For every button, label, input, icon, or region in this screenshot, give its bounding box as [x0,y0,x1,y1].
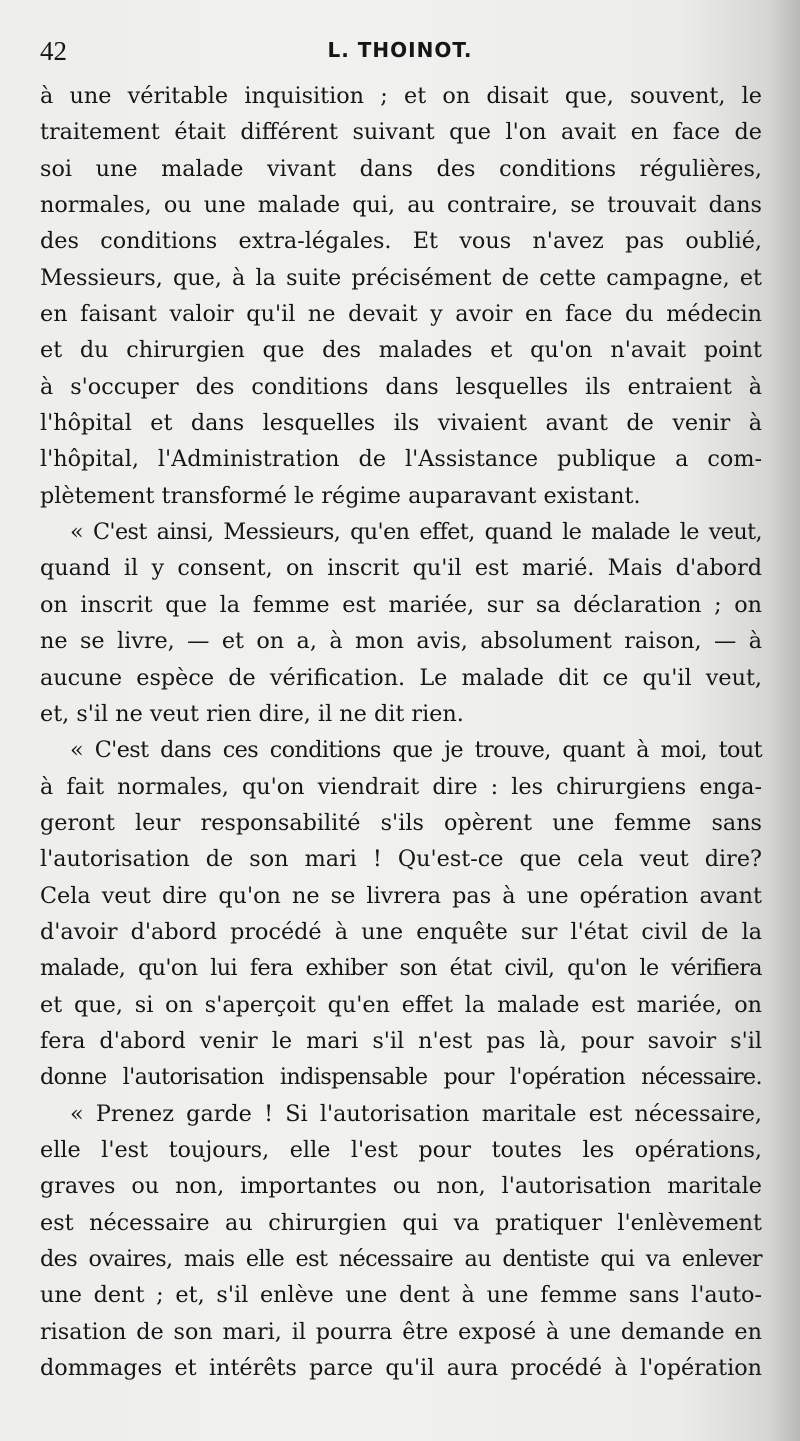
paragraph-1 [40,78,762,514]
text-line: on inscrit que la femme est mariée, sur sa déclaration ; on [40,591,762,618]
text-line: est nécessaire au chirurgien qui va pratiquer l'enlèvement [40,1209,762,1236]
text-line: ne se livre, — et on a, à mon avis, absolument raison, — à [40,628,762,655]
paragraph-2 [40,514,762,732]
page-number: 42 [40,36,67,66]
text-line: « C'est ainsi, Messieurs, qu'en effet, quand le malade le veut, [70,519,762,546]
text-line: geront leur responsabilité s'ils opèrent une femme sans [40,809,762,836]
text-line: l'hôpital et dans lesquelles ils vivaient avant de venir à [40,410,762,437]
text-line: dommages et intérêts parce qu'il aura procédé à l'opération [40,1355,762,1382]
text-line: à s'occuper des conditions dans lesquelles ils entraient à [40,373,762,400]
running-head-title: L. THOINOT. [327,38,473,62]
text-line: à fait normales, qu'on viendrait dire : les chirurgiens enga- [40,773,762,800]
body-text [40,78,762,1386]
text-line: l'hôpital, l'Administration de l'Assistance publique a com- [40,446,762,473]
text-line: « C'est dans ces conditions que je trouve, quant à moi, tout [70,737,762,764]
paragraph-4 [40,1096,762,1387]
text-line: en faisant valoir qu'il ne devait y avoir en face du médecin [40,301,762,328]
text-line: donne l'autorisation indispensable pour l'opération nécessaire. [40,1064,762,1091]
text-line: et du chirurgien que des malades et qu'on n'avait point [40,337,762,364]
text-line: aucune espèce de vérification. Le malade dit ce qu'il veut, [40,664,762,691]
text-line: soi une malade vivant dans des conditions régulières, [40,155,762,182]
text-line: à une véritable inquisition ; et on disait que, souvent, le [40,83,762,109]
text-line: « Prenez garde ! Si l'autorisation maritale est nécessaire, [70,1100,762,1127]
text-line: plètement transformé le régime auparavant existant. [40,482,641,509]
text-line: normales, ou une malade qui, au contraire, se trouvait dans [40,192,762,219]
text-line: quand il y consent, on inscrit qu'il est marié. Mais d'abord [40,555,762,582]
text-line: des ovaires, mais elle est nécessaire au dentiste qui va enlever [40,1246,762,1272]
text-line: elle l'est toujours, elle l'est pour toutes les opérations, [40,1136,762,1163]
text-line: des conditions extra-légales. Et vous n'avez pas oublié, [40,228,762,255]
text-line: graves ou non, importantes ou non, l'autorisation maritale [40,1173,762,1200]
text-line: d'avoir d'abord procédé à une enquête sur l'état civil de la [40,918,762,945]
text-line: fera d'abord venir le mari s'il n'est pas là, pour savoir s'il [40,1027,762,1054]
paragraph-3 [40,732,762,1095]
text-line: risation de son mari, il pourra être exposé à une demande en [40,1318,762,1345]
text-line: l'autorisation de son mari ! Qu'est-ce que cela veut dire? [40,846,762,873]
text-line: malade, qu'on lui fera exhiber son état civil, qu'on le vérifiera [40,955,762,982]
text-line: traitement était différent suivant que l'on avait en face de [40,119,762,146]
running-head [40,30,760,66]
text-line: Messieurs, que, à la suite précisément de cette campagne, et [40,264,762,291]
text-line: une dent ; et, s'il enlève une dent à une femme sans l'auto- [40,1282,762,1309]
text-line: Cela veut dire qu'on ne se livrera pas à une opération avant [40,882,762,909]
text-line: et que, si on s'aperçoit qu'en effet la malade est mariée, on [40,991,762,1018]
text-line: et, s'il ne veut rien dire, il ne dit rien. [40,700,464,727]
